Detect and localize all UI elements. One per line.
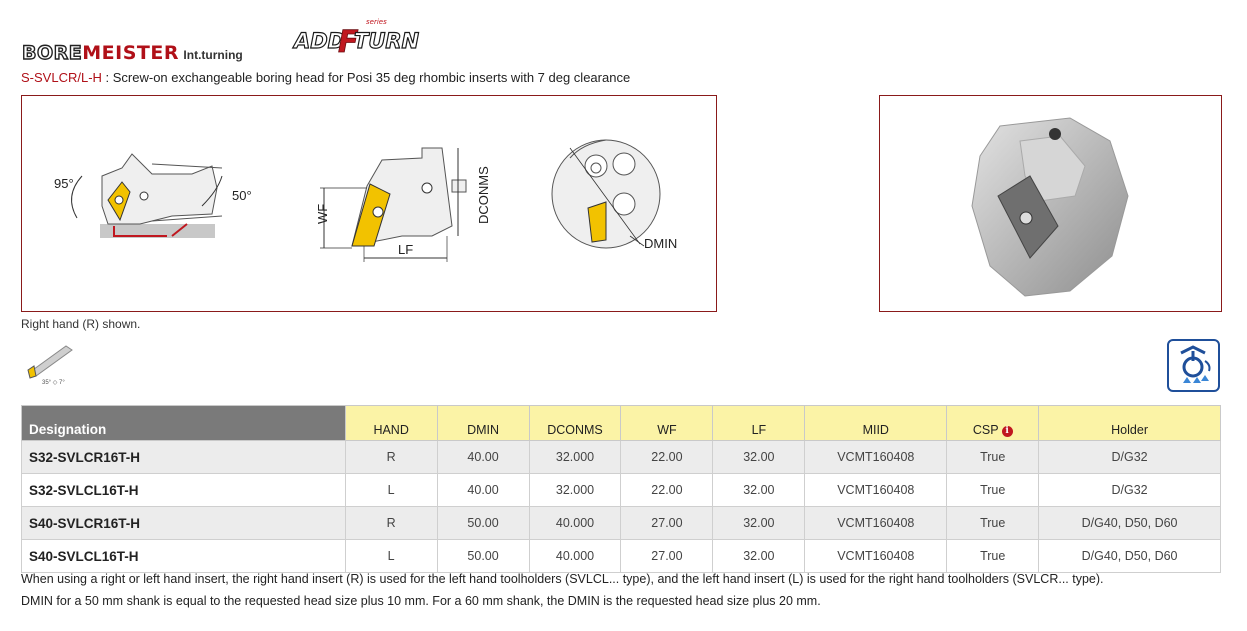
dconms-cell: 32.000 <box>529 474 621 507</box>
spec-table <box>21 405 1221 573</box>
csp-cell: True <box>947 474 1039 507</box>
csp-header-label: CSP <box>972 423 999 437</box>
addturn-logo <box>292 12 420 60</box>
designation-cell[interactable]: S40-SVLCR16T-H <box>22 507 346 540</box>
brand-suffix: Int.turning <box>183 48 243 62</box>
lf-cell: 32.00 <box>713 441 805 474</box>
addturn-add-text: ADD <box>294 29 346 53</box>
hand-cell: L <box>345 474 437 507</box>
dmin-cell: 50.00 <box>437 540 529 573</box>
holder-cell: D/G40, D50, D60 <box>1039 507 1221 540</box>
table-row[interactable] <box>22 507 1221 540</box>
holder-cell: D/G32 <box>1039 441 1221 474</box>
dmin-cell: 40.00 <box>437 474 529 507</box>
table-row[interactable] <box>22 441 1221 474</box>
brand-logo <box>22 42 243 64</box>
product-description: : Screw-on exchangeable boring head for Posi 35 deg rhombic inserts with 7 deg clearance <box>101 70 631 85</box>
tool-thumbnail <box>22 340 80 386</box>
wf-cell: 27.00 <box>621 507 713 540</box>
col-lf[interactable]: LF <box>713 406 805 441</box>
holder-cell: D/G32 <box>1039 474 1221 507</box>
addturn-series-text: series <box>366 18 387 26</box>
csp-cell: True <box>947 540 1039 573</box>
dconms-label: DCONMS <box>476 166 491 224</box>
col-holder[interactable]: Holder <box>1039 406 1221 441</box>
table-header-row <box>22 406 1221 441</box>
wf-cell: 22.00 <box>621 474 713 507</box>
designation-cell[interactable]: S32-SVLCR16T-H <box>22 441 346 474</box>
product-photo <box>880 96 1221 311</box>
hand-cell: L <box>345 540 437 573</box>
wf-label: WF <box>315 203 330 224</box>
lf-cell: 32.00 <box>713 507 805 540</box>
info-icon[interactable]: i <box>1002 426 1013 437</box>
lf-label: LF <box>398 242 414 257</box>
lf-cell: 32.00 <box>713 540 805 573</box>
product-photo-panel <box>879 95 1222 312</box>
table-row[interactable] <box>22 474 1221 507</box>
dconms-cell: 32.000 <box>529 441 621 474</box>
wf-cell: 27.00 <box>621 540 713 573</box>
miid-cell: VCMT160408 <box>805 441 947 474</box>
col-dmin[interactable]: DMIN <box>437 406 529 441</box>
lf-cell: 32.00 <box>713 474 805 507</box>
miid-cell: VCMT160408 <box>805 540 947 573</box>
dconms-cell: 40.000 <box>529 540 621 573</box>
hand-cell: R <box>345 507 437 540</box>
wf-cell: 22.00 <box>621 441 713 474</box>
csp-cell: True <box>947 441 1039 474</box>
addturn-turn-text: TURN <box>354 29 420 53</box>
col-csp[interactable] <box>947 406 1039 441</box>
coolant-through-icon <box>1167 339 1220 392</box>
dmin-label: DMIN <box>644 236 678 251</box>
product-code: S-SVLCR/L-H <box>21 70 102 85</box>
dmin-cell: 40.00 <box>437 441 529 474</box>
col-wf[interactable]: WF <box>621 406 713 441</box>
approach-angle-label: 95° <box>54 176 74 191</box>
hand-cell: R <box>345 441 437 474</box>
technical-drawing <box>22 96 716 311</box>
miid-cell: VCMT160408 <box>805 474 947 507</box>
hand-note: Right hand (R) shown. <box>21 317 141 331</box>
table-row[interactable] <box>22 540 1221 573</box>
designation-cell[interactable]: S32-SVLCL16T-H <box>22 474 346 507</box>
holder-cell: D/G40, D50, D60 <box>1039 540 1221 573</box>
technical-drawing-panel <box>21 95 717 312</box>
footnote-dmin: DMIN for a 50 mm shank is equal to the requested head size plus 10 mm. For a 60 mm shank, the DMIN is the requested head size plus 20 mm. <box>21 594 821 608</box>
product-subtitle <box>21 70 630 85</box>
designation-cell[interactable]: S40-SVLCL16T-H <box>22 540 346 573</box>
csp-cell: True <box>947 507 1039 540</box>
footnote-insert-hand: When using a right or left hand insert, the right hand insert (R) is used for the left hand toolholders (SVLCL... type), and the left hand insert (L) is used for the right hand toolholders (SVLCR... type). <box>21 572 1104 586</box>
miid-cell: VCMT160408 <box>805 507 947 540</box>
addturn-f-text: F <box>338 25 359 60</box>
col-hand[interactable]: HAND <box>345 406 437 441</box>
brand-bore-text: BORE <box>22 42 83 64</box>
dmin-cell: 50.00 <box>437 507 529 540</box>
brand-meister-text: MEISTER <box>82 42 179 64</box>
col-dconms[interactable]: DCONMS <box>529 406 621 441</box>
clearance-angle-label: 50° <box>232 188 252 203</box>
thumbnail-angle-label: 35° ◇ 7° <box>42 380 65 386</box>
col-designation[interactable]: Designation <box>22 406 346 441</box>
dconms-cell: 40.000 <box>529 507 621 540</box>
col-miid[interactable]: MIID <box>805 406 947 441</box>
